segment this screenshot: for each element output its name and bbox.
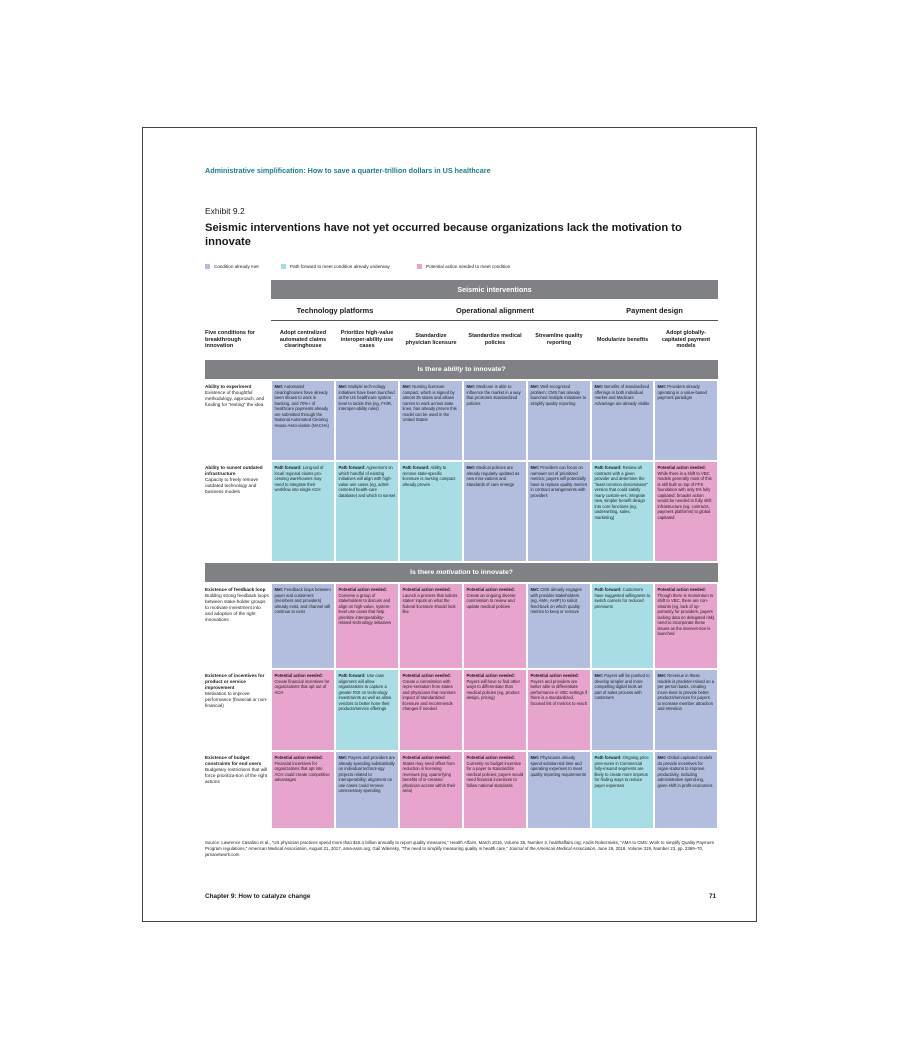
source-tail: , June 19, 2018, Volume 319, Number 23, pp. 2369–70, jamanetwork.com (205, 846, 704, 858)
table-cell (655, 381, 717, 460)
page-number: 71 (709, 893, 717, 900)
cell-status-label: Potential action needed: (274, 673, 323, 678)
cell-status-label: Path forward: (274, 465, 302, 470)
exhibit-title: Seismic interventions have not yet occurred because organizations lack the motivation to innovate (205, 222, 682, 248)
cell-status-label: Potential action needed: (338, 587, 387, 592)
group-header-technology: Technology platforms (271, 301, 399, 321)
section-ability-emphasis: ability (443, 366, 464, 373)
cell-status-label: Met: (594, 384, 604, 389)
table-cell (336, 381, 398, 460)
table-cell (272, 381, 334, 460)
section-ability-post: to innovate? (463, 366, 506, 373)
section-ability-pre: Is there (417, 366, 444, 373)
table-cell (528, 381, 590, 460)
row-label (205, 587, 269, 622)
table-cell (528, 462, 590, 561)
cell-status-label: Path forward: (402, 465, 430, 470)
cell-text: Payers and providers are better able to differentiate performance in VBC settings if there is a standardized, focused list of metrics to reach (530, 678, 588, 706)
table-cell (272, 584, 334, 668)
cell-text: Automated clearinghouses have already been shown to work in banking, and 70%+ of healthcare payments already are submitted through the National Automated Clearing House Asso-ciation (NACHA) (274, 384, 329, 428)
super-header: Seismic interventions (271, 280, 718, 299)
section-band-ability (205, 360, 718, 379)
cell-status-label: Met: (274, 384, 284, 389)
cell-status-label: Path forward: (338, 673, 366, 678)
cell-status-label: Path forward: (594, 587, 622, 592)
row-label (205, 465, 269, 495)
cell-text: Currently no budget incentive for a payer to standardize medical policies; payers would need financial incentives to follow national standards (466, 760, 524, 788)
row-title: Existence of budget constraints for end users (205, 755, 262, 766)
table-cell (464, 752, 526, 828)
cell-status-label: Met: (338, 384, 348, 389)
cell-status-label: Path forward: (338, 465, 366, 470)
table-cell (655, 462, 717, 561)
cell-text: Well-recognized problem; CMS has already launched multiple initiatives to simplify quality reporting (530, 384, 587, 406)
cell-status-label: Met: (466, 384, 476, 389)
cell-status-label: Potential action needed: (402, 587, 451, 592)
cell-status-label: Potential action needed: (402, 755, 451, 760)
table-cell (592, 752, 653, 828)
row-title: Existence of incentives for product or service improvement (205, 673, 265, 690)
cell-text: Create financial incentives for organizations that opt out of ACH (274, 678, 330, 695)
interventions-table (205, 280, 718, 828)
row-title: Ability to experiment (205, 384, 252, 389)
source-journal-1: Health Affairs (450, 840, 477, 845)
exhibit-number: Exhibit 9.2 (205, 206, 245, 216)
section-motivation-post: to innovate? (470, 569, 513, 576)
cell-text: Revenue in these models is predeter-mined on a per person basis, creating incen-tives to provide better products/services for payers to increase member attraction and retention (657, 673, 715, 711)
cell-status-label: Met: (530, 384, 540, 389)
cell-status-label: Potential action needed: (402, 673, 451, 678)
cell-text: Medicare is able to influence the market in a way that promotes standardized policies (466, 384, 521, 406)
column-header: Standardize medical policies (468, 333, 522, 346)
table-cell (655, 670, 717, 750)
column-header: Standardize physician licensure (405, 333, 457, 346)
cell-status-label: Met: (466, 465, 476, 470)
table-cell (464, 462, 526, 561)
legend-swatch-met (205, 264, 210, 269)
legend-item-path (281, 264, 390, 270)
table-cell (464, 670, 526, 750)
column-header: Streamline quality reporting (535, 333, 583, 346)
cell-text: States may need offset from reduction in licensing revenues (eg, quanti-fying benefits of in-creased physician access within their area) (402, 760, 456, 793)
row-description: Existence of thoughtful methodology, approach, and funding for “testing” the idea (205, 389, 265, 407)
source-note (205, 840, 720, 859)
row-description: Capacity to freely remove outdated technology and business models (205, 476, 259, 494)
cell-text: Convene a group of stakeholders to discuss and align on high-value, system-level use cases that help prioritize interoperability-related technology initiatives (338, 592, 392, 625)
table-cell (655, 584, 717, 668)
section-motivation-pre: Is there (410, 569, 437, 576)
cell-text: Medical policies are already regularly updated as new inno-vations and standards of care emerge (466, 465, 520, 487)
legend-item-potential (417, 264, 510, 270)
cell-status-label: Potential action needed: (657, 465, 706, 470)
group-header-operational: Operational alignment (399, 301, 591, 321)
column-header: Prioritize high-value interoper-ability use cases (340, 329, 394, 350)
footer-chapter: Chapter 9: How to catalyze change (205, 893, 311, 900)
table-cell (400, 670, 462, 750)
table-cell (528, 752, 590, 828)
column-header: Adopt centralized automated claims clearinghouse (279, 329, 327, 350)
cell-status-label: Potential action needed: (657, 587, 706, 592)
cell-text: Ongoing price pres-sures in Commercial fully-insured segments are likely to create more impetus for finding ways to reduce payer expenses (594, 755, 649, 788)
cell-text: CMS already engages with provider stakeholders (eg, AMA, AHIP) to solicit feed-back on which quality metrics to keep or remove (530, 587, 582, 614)
cell-status-label: Met: (402, 384, 412, 389)
cell-status-label: Potential action needed: (466, 673, 515, 678)
table-cell (592, 670, 653, 750)
cell-status-label: Met: (530, 587, 540, 592)
conditions-header: Five conditions for breakthrough innovation (205, 329, 256, 350)
table-cell (400, 381, 462, 460)
cell-status-label: Met: (338, 755, 348, 760)
cell-status-label: Met: (274, 587, 284, 592)
table-cell (400, 462, 462, 561)
cell-text: Benefits of standardized offerings in both individual market and Medicare Advantage are already visible (594, 384, 650, 406)
cell-text: Though there is momentum to shift to VBC, there are con-straints (eg, lack of op-portunity for providers, payers lacking data on delegated risk) need to incorporate these issues as the interven-tion is launched (657, 592, 715, 636)
cell-status-label: Potential action needed: (274, 755, 323, 760)
table-cell (464, 381, 526, 460)
table-cell (400, 752, 462, 828)
table-cell (336, 462, 398, 561)
cell-text: Launch a process that solicits states’ inputs on what the federal licensure should look like (402, 592, 458, 614)
table-cell (336, 584, 398, 668)
cell-status-label: Met: (657, 673, 667, 678)
cell-text: Create an ongoing diverse commission to review and update medical policies (466, 592, 516, 609)
table-cell (464, 584, 526, 668)
row-title: Existence of feedback loop (205, 587, 266, 592)
cell-text: Payers will have to find other ways to differentiate than medical policies (eg, product design, pricing) (466, 678, 521, 700)
cell-text: Ability to remove state-specific licensure is nursing compact already proven (402, 465, 456, 487)
cell-text: Use case alignment will allow organizations to capture a greater ROI on technology investments as well as allow vendors to better hone their products/service offerings (338, 673, 392, 711)
table-cell (655, 752, 717, 828)
column-header: Adopt globally-capitated payment models (661, 329, 711, 350)
cell-status-label: Potential action needed: (466, 587, 515, 592)
legend-label-path: Path forward to meet condition already underway (290, 264, 390, 269)
table-cell (592, 584, 653, 668)
section-band-motivation (205, 563, 718, 582)
legend-swatch-path (281, 264, 286, 269)
cell-text: Payers will be pushed to develop simpler and more compelling digital tools as part of sales process with customers (594, 673, 650, 700)
cell-text: Long-tail of local/ regional claims pro-cessing warehouses may need to integrate their workflow into single ACH (274, 465, 324, 492)
cell-status-label: Path forward: (594, 755, 622, 760)
cell-status-label: Met: (530, 465, 540, 470)
cell-text: Customers have suggested willingness to switch carriers for reduced premiums (594, 587, 651, 609)
row-description: Budgetary restrictions that will force prioritiza-tion of the right actions (205, 766, 268, 784)
source-lead: Source: Lawrence Casalino et al., “US physician practices spend more than $15.4 billion annually to report quality measures,” (205, 840, 451, 845)
legend-swatch-potential (417, 264, 422, 269)
cell-text: Providers can focus on narrower set of prioritized metrics; payers will potentially have to replace quality metrics in contract arrangements with providers (530, 465, 588, 498)
table-cell (272, 670, 334, 750)
cell-text: Global capitated models do provide incentives for organ-izations to improve productivity, including administrative spend-ing, given shift in profit economics (657, 755, 713, 788)
legend-label-potential: Potential action needed to meet condition (426, 264, 511, 269)
row-title: Ability to sunset outdated infrastructure (205, 465, 263, 476)
cell-status-label: Met: (594, 673, 604, 678)
row-label (205, 673, 269, 708)
legend (205, 264, 725, 274)
source-middle: , March 2016, Volume 35, Number 3, healthaffairs.org; Andis Robeznieks, “AMA to CMS: Work to simplify Quality Payment Program regulations,” American Medical Association, August 21, 2017, ama-assn.org; Gail Wilensky, “The need to simplify measuring quality in health care,” (205, 840, 714, 852)
table-cell (272, 462, 334, 561)
group-header-payment: Payment design (591, 301, 718, 321)
cell-status-label: Potential action needed: (530, 673, 579, 678)
cell-text: Multiple tech-nology initiatives have been launched at the US healthcare system level to tackle this (eg, FHIR, interoper-ability rules) (338, 384, 395, 411)
cell-text: Payers and providers are already spending substantially on individual technol-ogy projects related to interoperability; alignment on use cases could remove unnecessary spending (338, 755, 396, 793)
cell-status-label: Path forward: (594, 465, 622, 470)
cell-text: Review all contracts with a given provider and determine the “least common denominator” version that could satisfy many custom-ers; integrate new, simpler benefit design into core functions (eg, underwriting, sales, marketing) (594, 465, 648, 520)
table-cell (400, 584, 462, 668)
table-cell (336, 670, 398, 750)
cell-text: Agreement on which handful of existing initiatives will align with high-value use cases (eg, admit-centered health-care database) and which to sunset (338, 465, 396, 498)
cell-status-label: Met: (657, 755, 667, 760)
table-cell (592, 462, 653, 561)
table-cell (336, 752, 398, 828)
column-header: Modularize benefits (596, 336, 649, 343)
running-header: Administrative simplification: How to save a quarter-trillion dollars in US healthcare (205, 166, 491, 175)
cell-status-label: Met: (530, 755, 540, 760)
cell-text: Providers already operating in a value-based payment paradigm (657, 384, 707, 400)
row-label (205, 755, 269, 785)
cell-text: Physicians already spend substan-tial time and operating expenses to meet quality reporting requirements (530, 755, 586, 777)
cell-status-label: Potential action needed: (466, 755, 515, 760)
section-motivation-emphasis: motivation (436, 569, 471, 576)
document-page (142, 127, 757, 922)
table-cell (592, 381, 653, 460)
table-cell (272, 752, 334, 828)
cell-text: While there is a shift to VBC models generally most of this is still built on top of FFS foundation with only 5% fully capitated; broader action would be needed to fully shift infrastructure (eg, contracts, payment platforms) to global capitated (657, 470, 712, 520)
legend-label-met: Condition already met (214, 264, 259, 269)
row-label (205, 384, 269, 408)
row-description: Building strong feedback loops between stake-holder groups to motivate investment into and adoption of the right innovations (205, 592, 269, 622)
cell-text: Nursing licensure compact, which is signed by almost 35 states and allows nurses to work across state lines, has already proven this model can be used in the United States (402, 384, 457, 422)
source-journal-2: Journal of the American Medical Association (509, 846, 596, 852)
legend-item-met (205, 264, 259, 270)
cell-status-label: Met: (657, 384, 667, 389)
cell-text: Financial incentives for organizations that opt into ACH could create competitive advantages (274, 760, 330, 782)
table-cell (528, 584, 590, 668)
cell-text: Feedback loops between payer and customers (members and providers) already exist, and channel will continue to exist (274, 587, 331, 614)
cell-text: Create a commission with repre-sentation from states and physicians that monitors impact of standardized licensure and recommends changes if needed (402, 678, 456, 711)
table-cell (528, 670, 590, 750)
row-description: Motivation to improve performance (financial or non-financial) (205, 690, 268, 708)
